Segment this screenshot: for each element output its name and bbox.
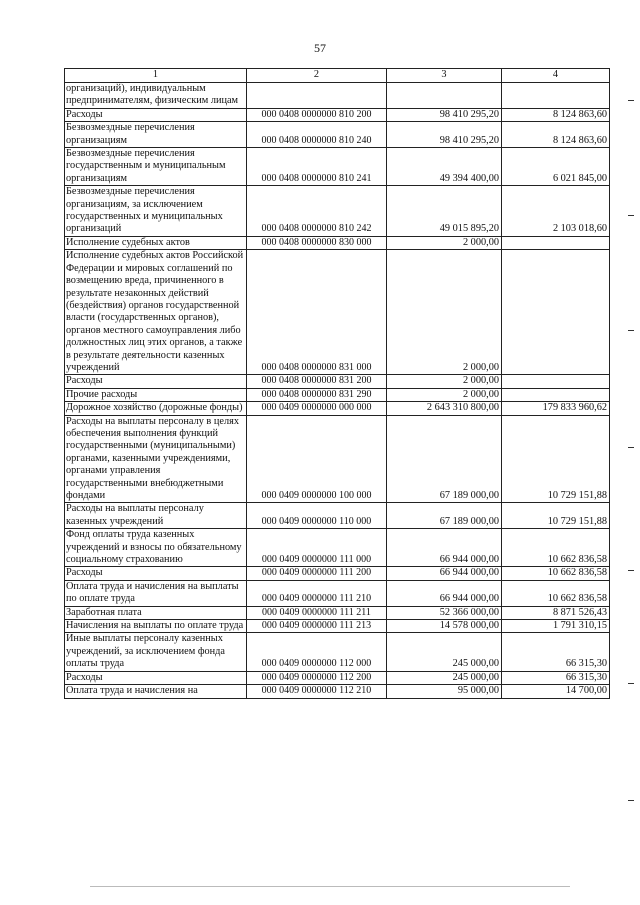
row-name: Расходы на выплаты персоналу казенных учреждений [65,503,247,529]
row-approved-amount: 245 000,00 [387,671,502,684]
row-code: 000 0409 0000000 111 211 [247,606,387,619]
table-row [65,402,610,415]
row-code: 000 0408 0000000 831 290 [247,388,387,401]
row-approved-amount: 2 000,00 [387,375,502,388]
row-approved-amount: 2 000,00 [387,388,502,401]
row-executed-amount: 179 833 960,62 [502,402,610,415]
row-executed-amount: 2 103 018,60 [502,186,610,237]
margin-mark [628,100,634,101]
row-name: Расходы [65,567,247,580]
row-name: Оплата труда и начисления на [65,685,247,698]
table-row [65,580,610,606]
row-executed-amount: 10 662 836,58 [502,580,610,606]
table-row [65,388,610,401]
row-code: 000 0409 0000000 112 000 [247,633,387,671]
row-approved-amount: 2 643 310 800,00 [387,402,502,415]
row-name: Дорожное хозяйство (дорожные фонды) [65,402,247,415]
row-name: Начисления на выплаты по оплате труда [65,620,247,633]
row-code: 000 0409 0000000 000 000 [247,402,387,415]
row-name: Фонд оплаты труда казенных учреждений и взносы по обязательному социальному страхованию [65,529,247,567]
row-executed-amount: 66 315,30 [502,633,610,671]
row-name: Расходы [65,671,247,684]
table-row [65,108,610,121]
table-row [65,83,610,109]
row-approved-amount: 98 410 295,20 [387,122,502,148]
table-row [65,671,610,684]
row-executed-amount [502,83,610,109]
row-name: Иные выплаты персоналу казенных учреждений, за исключением фонда оплаты труда [65,633,247,671]
table-row [65,122,610,148]
row-executed-amount: 10 662 836,58 [502,567,610,580]
row-executed-amount [502,375,610,388]
row-approved-amount: 52 366 000,00 [387,606,502,619]
row-code: 000 0408 0000000 810 200 [247,108,387,121]
row-code: 000 0409 0000000 111 213 [247,620,387,633]
header-col-2: 2 [247,69,387,83]
row-code: 000 0409 0000000 100 000 [247,415,387,503]
row-executed-amount: 6 021 845,00 [502,148,610,186]
row-approved-amount: 67 189 000,00 [387,503,502,529]
header-col-1: 1 [65,69,247,83]
table-row [65,606,610,619]
table-row [65,250,610,375]
table-row [65,415,610,503]
row-name: Расходы на выплаты персоналу в целях обеспечения выполнения функций государственными (муниципальными) органами, казенными учреждениями, органами управления государственными внебюджетными фондами [65,415,247,503]
row-name: Исполнение судебных актов Российской Федерации и мировых соглашений по возмещению вреда, причиненного в результате незаконных действий (бездействия) органов государственной власти (государственных органов), органов местного самоуправления либо должностных лиц этих органов, а также в результате деятельности казенных учреждений [65,250,247,375]
table-row [65,375,610,388]
row-executed-amount: 8 124 863,60 [502,108,610,121]
row-name: Заработная плата [65,606,247,619]
row-executed-amount [502,250,610,375]
row-executed-amount: 8 124 863,60 [502,122,610,148]
row-executed-amount [502,388,610,401]
row-code: 000 0409 0000000 112 210 [247,685,387,698]
row-code [247,83,387,109]
row-executed-amount [502,236,610,249]
row-approved-amount: 98 410 295,20 [387,108,502,121]
table-row [65,685,610,698]
row-name: Расходы [65,108,247,121]
row-executed-amount: 10 729 151,88 [502,415,610,503]
margin-mark [628,800,634,801]
row-approved-amount: 67 189 000,00 [387,415,502,503]
row-code: 000 0409 0000000 112 200 [247,671,387,684]
table-row [65,503,610,529]
row-executed-amount: 10 729 151,88 [502,503,610,529]
table-row [65,186,610,237]
row-approved-amount: 66 944 000,00 [387,529,502,567]
table-row [65,236,610,249]
row-executed-amount: 14 700,00 [502,685,610,698]
row-code: 000 0409 0000000 111 210 [247,580,387,606]
row-code: 000 0408 0000000 810 242 [247,186,387,237]
page-number: 57 [314,41,326,55]
row-name: Расходы [65,375,247,388]
margin-mark [628,447,634,448]
row-code: 000 0408 0000000 810 240 [247,122,387,148]
margin-mark [628,570,634,571]
table-row [65,148,610,186]
budget-table [64,68,610,699]
row-name: Исполнение судебных актов [65,236,247,249]
row-code: 000 0409 0000000 110 000 [247,503,387,529]
row-executed-amount: 10 662 836,58 [502,529,610,567]
table-row [65,529,610,567]
table-row [65,620,610,633]
row-name: Безвозмездные перечисления государственным и муниципальным организациям [65,148,247,186]
table-row [65,567,610,580]
row-approved-amount: 66 944 000,00 [387,567,502,580]
row-code: 000 0409 0000000 111 000 [247,529,387,567]
row-approved-amount: 14 578 000,00 [387,620,502,633]
row-name: Оплата труда и начисления на выплаты по оплате труда [65,580,247,606]
row-name: организаций), индивидуальным предпринимателям, физическим лицам [65,83,247,109]
row-name: Безвозмездные перечисления организациям, за исключением государственных и муниципальных организаций [65,186,247,237]
row-executed-amount: 66 315,30 [502,671,610,684]
row-code: 000 0408 0000000 831 200 [247,375,387,388]
row-approved-amount: 49 394 400,00 [387,148,502,186]
row-executed-amount: 8 871 526,43 [502,606,610,619]
header-col-3: 3 [387,69,502,83]
scan-artifact-line [90,886,570,887]
row-approved-amount: 2 000,00 [387,250,502,375]
row-executed-amount: 1 791 310,15 [502,620,610,633]
margin-mark [628,215,634,216]
row-code: 000 0408 0000000 810 241 [247,148,387,186]
row-approved-amount: 245 000,00 [387,633,502,671]
table-header-row [65,69,610,83]
row-approved-amount: 95 000,00 [387,685,502,698]
row-approved-amount: 2 000,00 [387,236,502,249]
row-code: 000 0409 0000000 111 200 [247,567,387,580]
row-approved-amount: 49 015 895,20 [387,186,502,237]
header-col-4: 4 [502,69,610,83]
row-name: Безвозмездные перечисления организациям [65,122,247,148]
margin-mark [628,683,634,684]
row-code: 000 0408 0000000 830 000 [247,236,387,249]
row-code: 000 0408 0000000 831 000 [247,250,387,375]
row-name: Прочие расходы [65,388,247,401]
margin-mark [628,330,634,331]
row-approved-amount: 66 944 000,00 [387,580,502,606]
table-row [65,633,610,671]
row-approved-amount [387,83,502,109]
